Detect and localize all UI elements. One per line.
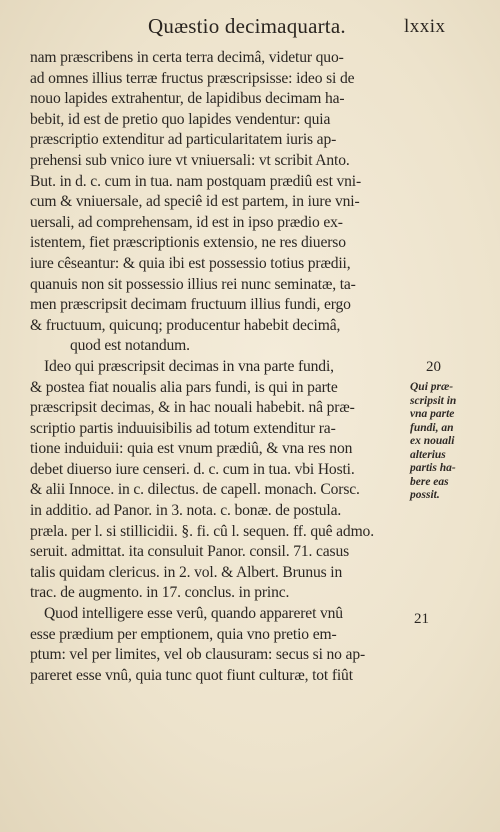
text-line: seruit. admittat. ita consuluit Panor. consil. 71. casus xyxy=(30,543,350,561)
text-line: nam præscribens in certa terra decimâ, videtur quo- xyxy=(30,49,344,66)
margin-note-line: possit. xyxy=(410,489,440,501)
text-line: esse prædium per emptionem, quia vno pretio em- xyxy=(30,625,337,643)
text-line: ad omnes illius terræ fructus præscripsisse: ideo si de xyxy=(30,69,355,87)
margin-note xyxy=(410,381,495,503)
text-line: cum & vniuersale, ad speciê id est partem, in iure vni- xyxy=(30,193,360,211)
text-line: iure cêseantur: & quia ibi est possessio totius prædii, xyxy=(30,254,351,272)
paragraph-number: 20 xyxy=(426,359,441,375)
text-line: talis quidam clericus. in 2. vol. & Albert. Brunus in xyxy=(30,563,343,581)
text-line: prehensi sub vnico iure vt vniuersali: vt scribit Anto. xyxy=(30,151,350,169)
text-line: uersali, ad comprehensam, id est in ipso prædio ex- xyxy=(30,213,343,231)
text-line: bebit, id est de pretio quo lapides vendentur: quia xyxy=(30,110,331,128)
margin-note-line: alterius xyxy=(410,448,446,461)
text-line: debet diuerso iure censeri. d. c. cum in tua. vbi Hosti. xyxy=(30,460,355,478)
text-line: tione induiduii: quia est vnum prædiû, & vna res non xyxy=(30,440,353,458)
text-line: quod est notandum. xyxy=(70,337,190,355)
margin-note-line: fundi, an xyxy=(410,421,454,434)
margin-note-line: ex nouali xyxy=(410,435,455,447)
margin-note-line: Qui præ- xyxy=(410,381,454,393)
text-line: & postea fiat noualis alia pars fundi, is qui in parte xyxy=(30,378,338,396)
page-header xyxy=(0,14,500,44)
margin-note-line: partis ha- xyxy=(410,462,456,474)
text-line: præla. per l. si stillicidii. §. fi. cû l. sequen. ff. quê admo. xyxy=(30,522,374,540)
text-block xyxy=(30,48,410,686)
margin-note-line: bere eas xyxy=(410,475,449,488)
text-line: scriptio partis induuisibilis ad totum extenditur ra- xyxy=(30,419,336,437)
text-line: præscripsit decimas, & in hac nouali habebit. nâ præ- xyxy=(30,399,355,417)
text-line: præscriptio extenditur ad particularitatem iuris ap- xyxy=(30,131,337,149)
text-line: ptum: vel per limites, vel ob clausuram: secus si no ap- xyxy=(30,646,366,664)
text-line: & fructuum, quicunq; producentur habebit decimâ, xyxy=(30,316,341,334)
text-line: Ideo qui præscripsit decimas in vna parte fundi, xyxy=(44,357,334,375)
text-line: Quod intelligere esse verû, quando appareret vnû xyxy=(44,605,343,623)
text-line: istentem, fiet præscriptionis extensio, ne res diuerso xyxy=(30,234,346,252)
paragraph-number: 21 xyxy=(414,611,429,627)
text-line: & alii Innoce. in c. dilectus. de capell. monach. Corsc. xyxy=(30,481,360,499)
text-line: quanuis non sit possessio illius rei nunc seminatæ, ta- xyxy=(30,275,356,293)
text-line: trac. de augmento. in 17. conclus. in princ. xyxy=(30,584,290,602)
margin-note-line: vna parte xyxy=(410,408,455,420)
text-line: But. in d. c. cum in tua. nam postquam prædiû est vni- xyxy=(30,172,362,190)
text-line: in additio. ad Panor. in 3. nota. c. bonæ. de postula. xyxy=(30,502,342,520)
folio-number: lxxix xyxy=(404,16,446,37)
text-line: men præscripsit decimam fructuum illius fundi, ergo xyxy=(30,296,351,314)
running-head: Quæstio decimaquarta. xyxy=(148,14,346,38)
text-line: nouo lapides extrahentur, de lapidibus decimam ha- xyxy=(30,90,345,108)
margin-note-line: scripsit in xyxy=(410,394,457,407)
text-line: pareret esse vnû, quia tunc quot fiunt culturæ, tot fiût xyxy=(30,666,353,684)
